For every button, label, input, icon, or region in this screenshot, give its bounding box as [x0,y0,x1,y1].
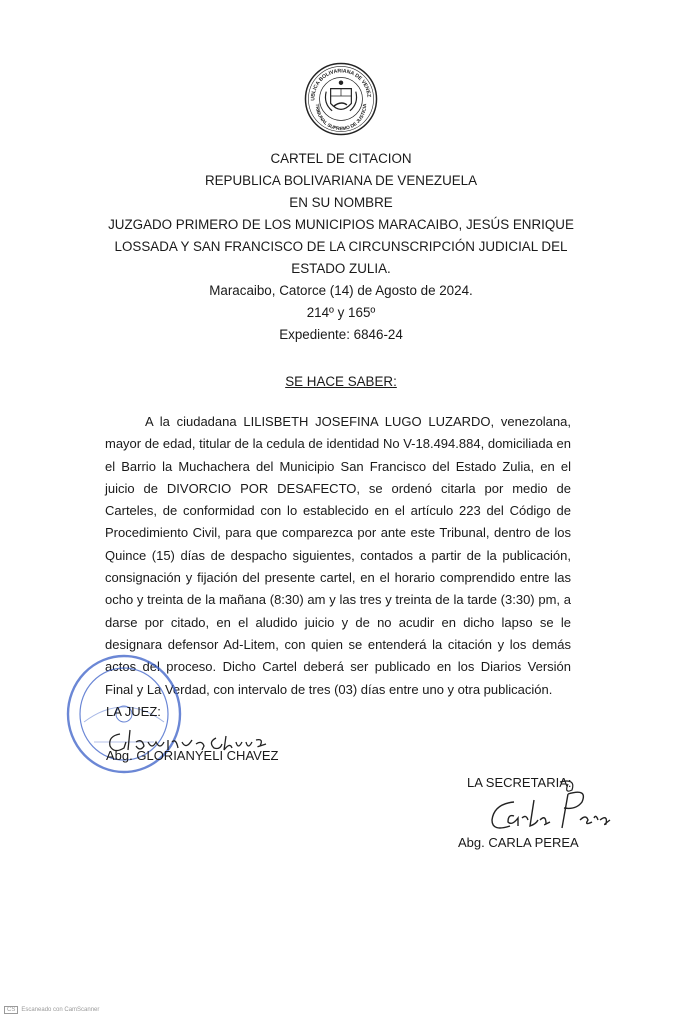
en-su-nombre-line: EN SU NOMBRE [289,195,393,210]
tsj-seal-emblem [304,62,378,136]
years-line: 214º y 165º [306,305,376,320]
court-line-3: ESTADO ZULIA. [291,261,391,276]
secretary-name: Abg. CARLA PEREA [458,835,579,850]
seal-top-text: UBLICA BOLIVARIANA DE VENEZ [310,68,372,101]
judge-label: LA JUEZ: [106,704,161,719]
document-header [60,148,622,346]
secretary-label: LA SECRETARIA: [467,775,572,790]
court-line-2: LOSSADA Y SAN FRANCISCO DE LA CIRCUNSCRIPCIÓN JUDICIAL DEL [114,239,568,254]
citation-paragraph: A la ciudadana LILISBETH JOSEFINA LUGO LUZARDO, venezolana, mayor de edad, titular de la cedula de identidad No V-18.494.884, domiciliada en el Barrio la Muchachera del Municipio San Francisco del Estado Zulia, en el juicio de DIVORCIO POR DESAFECTO, se ordenó citarla por medio de Carteles, de conformidad con lo establecido en el artículo 223 del Código de Procedimiento Civil, para que comparezca por ante este Tribunal, dentro de los Quince (15) días de despacho siguientes, contados a partir de la publicación, consignación y fijación del presente cartel, en el horario comprendido entre las ocho y treinta de la mañana (8:30) am y las tres y treinta de la tarde (3:30) pm, a darse por citado, en el aludido juicio y de no acudir en dicho lapso se le designara defensor Ad-Litem, con quien se entenderá la citación y los demás actos del proceso. Dicho Cartel deberá ser publicado en los Diarios Versión Final y La Verdad, con intervalo de tres (03) días entre uno y otra publicación. [105,414,571,697]
svg-text:TRIBUNAL SUPREMO DE JUSTICIA [314,103,368,132]
cartel-title: CARTEL DE CITACION [270,151,412,166]
seal-bottom-text: TRIBUNAL SUPREMO DE JUSTICIA [313,103,369,133]
court-line-1: JUZGADO PRIMERO DE LOS MUNICIPIOS MARACAIBO, JESÚS ENRIQUE [108,217,574,232]
republic-line: REPUBLICA BOLIVARIANA DE VENEZUELA [204,173,478,188]
scanner-footer [4,1006,99,1014]
scanner-footer-text: Escaneado con CamScanner [21,1007,100,1013]
svg-text:REPUBLICA BOLIVARIANA DE VENEZ [304,62,372,101]
expediente-number: Expediente: 6846-24 [279,327,403,342]
secretary-signature [484,780,614,842]
judge-name: Abg. GLORIANYELI CHAVEZ [106,748,279,763]
camscanner-logo-icon: CS [4,1006,18,1014]
notice-heading: SE HACE SABER: [285,374,397,389]
document-date: Maracaibo, Catorce (14) de Agosto de 2024. [209,283,473,298]
